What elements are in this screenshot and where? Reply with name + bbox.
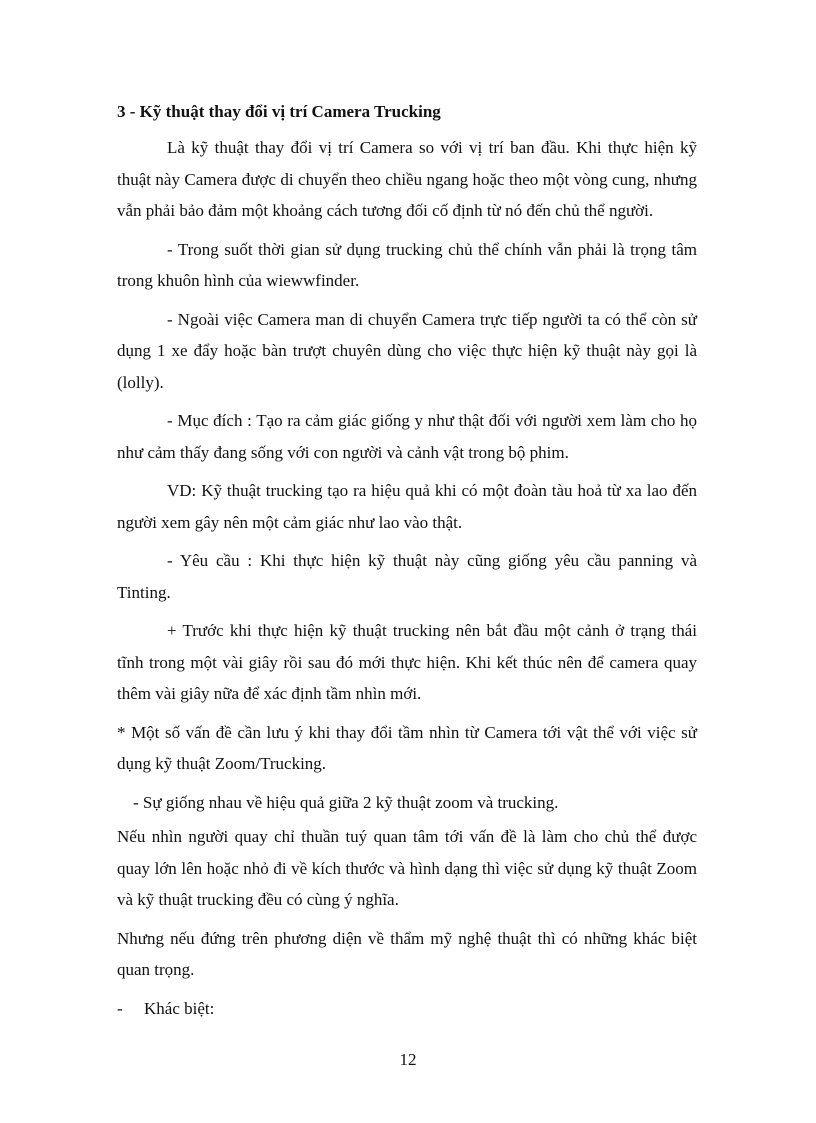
list-dash: -	[117, 998, 123, 1018]
section-heading: 3 - Kỹ thuật thay đổi vị trí Camera Trucking	[117, 102, 441, 121]
paragraph-requirement: - Yêu cầu : Khi thực hiện kỹ thuật này cũng giống yêu cầu panning và Tinting.	[117, 551, 697, 602]
paragraph-similarity: - Sự giống nhau về hiệu quả giữa 2 kỹ thuật zoom và trucking.	[133, 792, 559, 812]
paragraph-subject-focus: - Trong suốt thời gian sử dụng trucking chủ thể chính vẫn phải là trọng tâm trong khuôn hình của wiewwfinder.	[117, 239, 697, 290]
paragraph-zoom-vs-trucking: Nếu nhìn người quay chỉ thuần tuý quan tâm tới vấn đề là làm cho chủ thể được quay lớn lên hoặc nhỏ đi về kích thước và hình dạng thì việc sử dụng kỹ thuật Zoom và kỹ thuật trucking đều có cùng ý nghĩa.	[117, 827, 697, 909]
paragraph-dolly: - Ngoài việc Camera man di chuyển Camera trực tiếp người ta có thể còn sử dụng 1 xe đẩy hoặc bàn trượt chuyên dùng cho việc thực hiện kỹ thuật này gọi là (lolly).	[117, 309, 697, 392]
list-item-text: Khác biệt:	[144, 998, 215, 1018]
paragraph-before-trucking: + Trước khi thực hiện kỹ thuật trucking nên bắt đầu một cảnh ở trạng thái tĩnh trong một vài giây rồi sau đó mới thực hiện. Khi kết thúc nên để camera quay thêm vài giây nữa để xác định tầm nhìn mới.	[117, 621, 697, 703]
paragraph-purpose: - Mục đích : Tạo ra cảm giác giống y như thật đối với người xem làm cho họ như cảm thấy đang sống với con người và cảnh vật trong bộ phim.	[117, 411, 697, 462]
list-item-differences	[117, 993, 697, 1025]
paragraph-example: VD: Kỹ thuật trucking tạo ra hiệu quả khi có một đoàn tàu hoả từ xa lao đến người xem gây nên một cảm giác như lao vào thật.	[117, 481, 697, 532]
paragraph-definition: Là kỹ thuật thay đổi vị trí Camera so với vị trí ban đầu. Khi thực hiện kỹ thuật này Camera được di chuyển theo chiều ngang hoặc theo một vòng cung, nhưng vẫn phải bảo đảm một khoảng cách tương đối cố định từ nó đến chủ thể người.	[117, 138, 697, 220]
paragraph-aesthetic: Nhưng nếu đứng trên phương diện về thẩm mỹ nghệ thuật thì có những khác biệt quan trọng.	[117, 928, 697, 979]
page-content	[117, 99, 697, 1024]
page-number: 12	[399, 1050, 417, 1069]
paragraph-note: * Một số vấn đề cần lưu ý khi thay đổi tầm nhìn từ Camera tới vật thể với việc sử dụng kỹ thuật Zoom/Trucking.	[117, 722, 697, 773]
